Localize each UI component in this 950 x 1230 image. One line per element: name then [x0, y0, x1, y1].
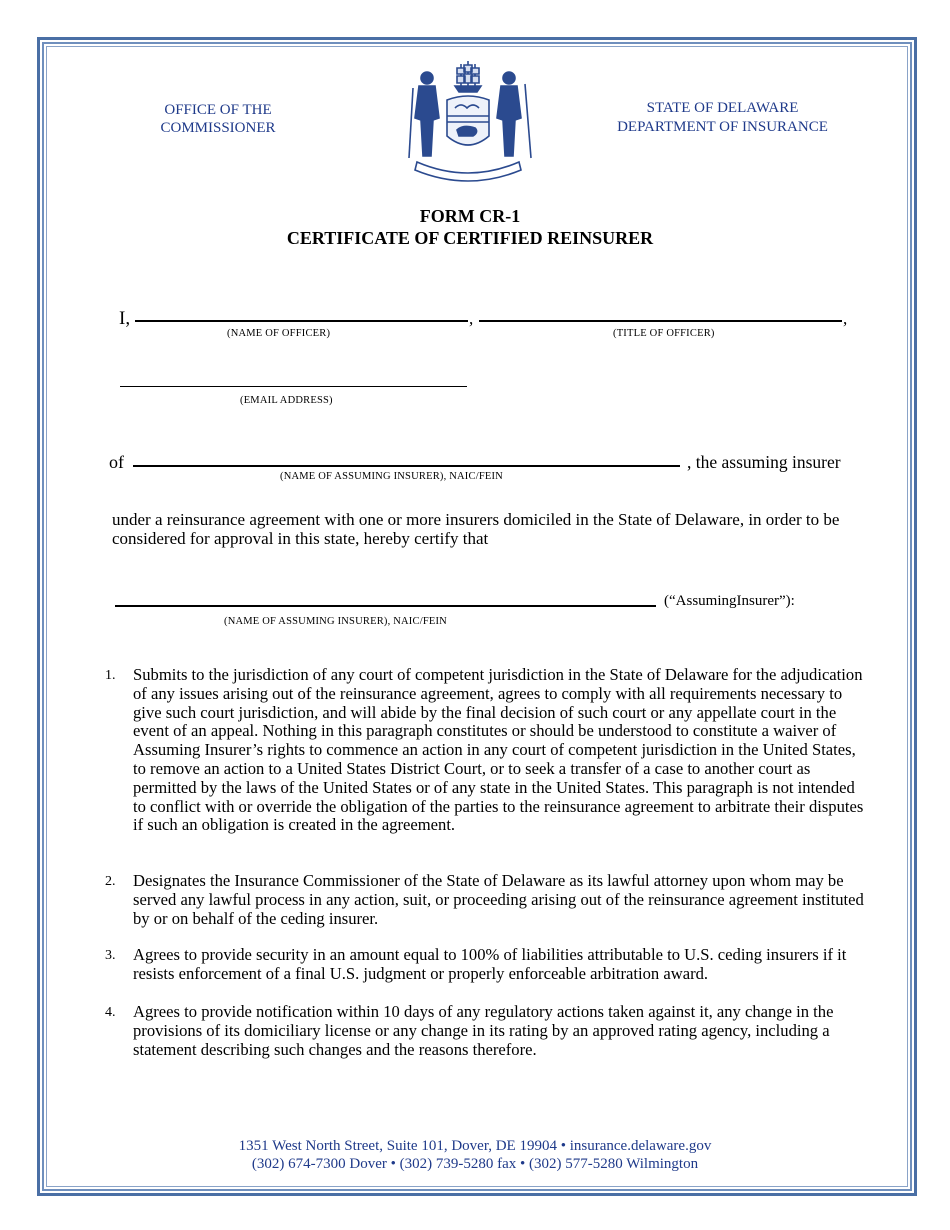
delaware-seal-icon — [397, 58, 539, 188]
assuming-insurer-suffix: , the assuming insurer — [687, 452, 841, 472]
of-prefix: of — [109, 452, 124, 472]
item-text: Submits to the jurisdiction of any court of competent jurisdiction in the State of Delaware for the adjudication of any issues arising out of the reinsurance agreement, agrees to comply with all requirements necessary to give such court jurisdiction, and will abide by the final decision of such court or any appellate court in the event of an appeal. Nothing in this paragraph constitutes or should be understood to constitute a waiver of Assuming Insurer’s rights to commence an action in any court of competent jurisdiction in the United States, to remove an action to a United States District Court, or to seek a transfer of a case to another court as permitted by the laws of the United States or of any state in the United States. This paragraph is not intended to conflict with or override the obligation of the parties to the reinsurance agreement to arbitrate their disputes if such an obligation is created in the agreement. — [133, 665, 864, 835]
item-number: 1. — [105, 668, 116, 683]
form-number: FORM CR-1 — [419, 206, 521, 226]
item-number: 3. — [105, 948, 116, 963]
header-office-line2: COMMISSIONER — [160, 120, 276, 136]
officer-comma: , — [469, 309, 474, 328]
assuming-insurer-caption: (NAME OF ASSUMING INSURER), NAIC/FEIN — [280, 471, 503, 482]
header-office — [148, 101, 288, 137]
assuming-insurer-field-2[interactable] — [115, 605, 656, 607]
header-department — [600, 99, 845, 137]
form-name: CERTIFICATE OF CERTIFIED REINSURER — [286, 228, 654, 248]
footer — [150, 1137, 800, 1173]
officer-end-comma: , — [843, 309, 848, 328]
form-title — [200, 205, 740, 249]
intro-paragraph: under a reinsurance agreement with one or more insurers domiciled in the State of Delaware, in order to be considered for approval in this state, hereby certify that — [112, 510, 840, 548]
email-field[interactable] — [120, 386, 467, 387]
email-caption: (EMAIL ADDRESS) — [240, 395, 333, 406]
assuming-insurer-defined: (“AssumingInsurer”): — [664, 593, 795, 609]
officer-title-field[interactable] — [479, 320, 842, 322]
item-text: Agrees to provide security in an amount equal to 100% of liabilities attributable to U.S. ceding insurers if it resists enforcement of a final U.S. judgment or properly enforceable arbitration award. — [133, 945, 847, 983]
assuming-insurer-caption-2: (NAME OF ASSUMING INSURER), NAIC/FEIN — [224, 616, 447, 627]
header-department-line1: STATE OF DELAWARE — [646, 100, 799, 116]
item-number: 2. — [105, 874, 116, 889]
item-number: 4. — [105, 1005, 116, 1020]
officer-name-caption: (NAME OF OFFICER) — [227, 328, 331, 339]
header-department-line2: DEPARTMENT OF INSURANCE — [617, 119, 828, 135]
footer-address: 1351 West North Street, Suite 101, Dover, DE 19904 • insurance.delaware.gov — [238, 1138, 712, 1154]
officer-name-field[interactable] — [135, 320, 468, 322]
i-prefix: I, — [119, 308, 131, 329]
header-office-line1: OFFICE OF THE — [164, 102, 272, 118]
assuming-insurer-field[interactable] — [133, 465, 680, 467]
item-text: Designates the Insurance Commissioner of the State of Delaware as its lawful attorney upon whom may be served any lawful process in any action, suit, or proceeding arising out of the reinsurance agreement instituted by or on behalf of the ceding insurer. — [133, 871, 864, 928]
officer-title-caption: (TITLE OF OFFICER) — [613, 328, 715, 339]
item-text: Agrees to provide notification within 10 days of any regulatory actions taken against it, any change in the provisions of its domiciliary license or any change in its rating by an approved rating agency, including a statement describing such changes and the reasons therefore. — [133, 1002, 834, 1059]
footer-phones: (302) 674-7300 Dover • (302) 739-5280 fax • (302) 577-5280 Wilmington — [251, 1156, 699, 1172]
